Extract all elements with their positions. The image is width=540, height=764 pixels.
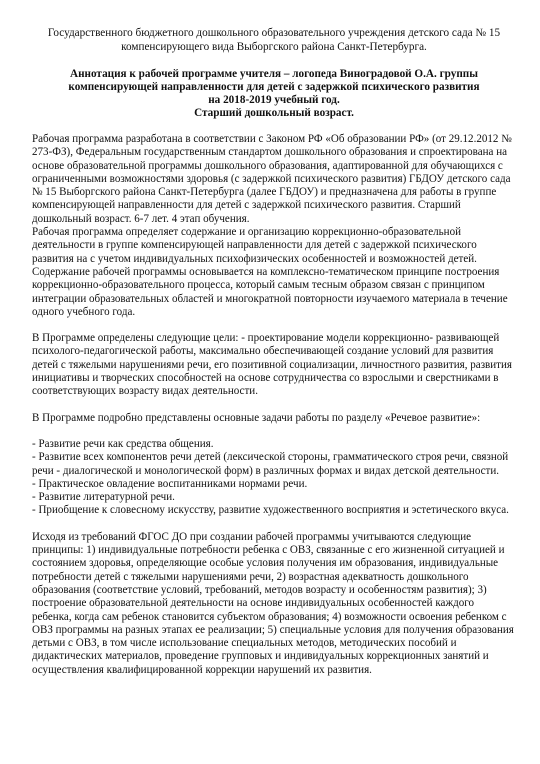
list-item: - Развитие литературной речи. [32,491,175,504]
annotation-line-4: Старший дошкольный возраст. [194,107,354,119]
paragraph-tasks-intro: В Программе подробно представлены основные задачи работы по разделу «Речевое развитие»: [32,411,481,424]
paragraph-goals: В Программе определены следующие цели: - проектирование модели коррекционно- развивающей психолого-педагогической работы, максимально обеспечивающей создание условий для развития детей с тяжелыми нарушениями речи, его позитивной социализации, личностного развития, развития инициативы и творческих способностей на основе сотрудничества со взрослыми и сверстниками в соответствующих возрасту видах деятельности. [32,332,512,398]
paragraph-program-content: Рабочая программа определяет содержание и организацию коррекционно-образовательной деятельности в группе компенсирующей направленности для детей с задержкой психического развития на с учетом индивидуальных психофизических особенностей и возможностей детей. [32,226,477,265]
annotation-line-2: компенсирующей направленности для детей с задержкой психического развития [68,81,480,93]
paragraph-legal-basis: Рабочая программа разработана в соответствии с Законом РФ «Об образовании РФ» (от 29.12.2012 № 273-ФЗ), Федеральным государственным стандартом дошкольного образования и спроектирована на основе образовательной программы дошкольного образования, адаптированной для обучающихся с ограниченными возможностями здоровья (с задержкой психического развития) ГБДОУ детского сада № 15 Выборгского района Санкт-Петербурга (далее ГБДОУ) и предназначена для работы в группе компенсирующей направленности для детей с задержкой психического развития. Старший дошкольный возраст. 6-7 лет. 4 этап обучения. [32,133,512,225]
list-item: - Развитие всех компонентов речи детей (лексической стороны, грамматического строя речи, связной речи - диалогической и монологической форм) в различных формах и видах детской деятельности. [32,451,509,477]
paragraph-principles: Исходя из требований ФГОС ДО при создании рабочей программы учитываются следующие принципы: 1) индивидуальные потребности ребенка с ОВЗ, связанные с его жизненной ситуацией и состоянием здоровья, определяющие особые условия получения им образования, индивидуальные потребности детей с тяжелыми нарушениями речи, 2) возрастная адекватность дошкольного образования (соответствие условий, требований, методов возрасту и особенностям развития); 3) построение образовательной деятельности на основе индивидуальных особенностей каждого ребенка, когда сам ребенок становится субъектом образования; 4) возможности освоения ребенком с ОВЗ программы на разных этапах ее реализации; 5) специальные условия для получения образования детьми с ОВЗ, в том числе использование специальных методов, методических пособий и дидактических материалов, проведение групповых и индивидуальных коррекционных занятий и осуществления квалифицированной коррекции нарушений их развития. [32,530,514,676]
list-item: - Развитие речи как средства общения. [32,437,214,450]
annotation-line-1: Аннотация к рабочей программе учителя – логопеда Виноградовой О.А. группы [70,68,478,80]
header-line-1: Государственного бюджетного дошкольного образовательного учреждения детского сада № 15 [47,27,501,39]
annotation-title [32,68,516,120]
list-item: - Приобщение к словесному искусству, развитие художественного восприятия и эстетического вкуса. [32,504,509,517]
list-item: - Практическое овладение воспитанниками нормами речи. [32,477,308,490]
header-line-2: компенсирующего вида Выборгского района Санкт-Петербурга. [121,41,427,53]
paragraph-thematic-principle: Содержание рабочей программы основывается на комплексно-тематическом принципе построения коррекционно-образовательного процесса, который самым тесным образом связан с принципом интеграции образовательных областей и многократной повторности изучаемого материала в течение одного учебного года. [32,265,508,318]
annotation-line-3: на 2018-2019 учебный год. [208,94,340,106]
tasks-list [32,438,516,518]
institution-header [32,26,516,54]
